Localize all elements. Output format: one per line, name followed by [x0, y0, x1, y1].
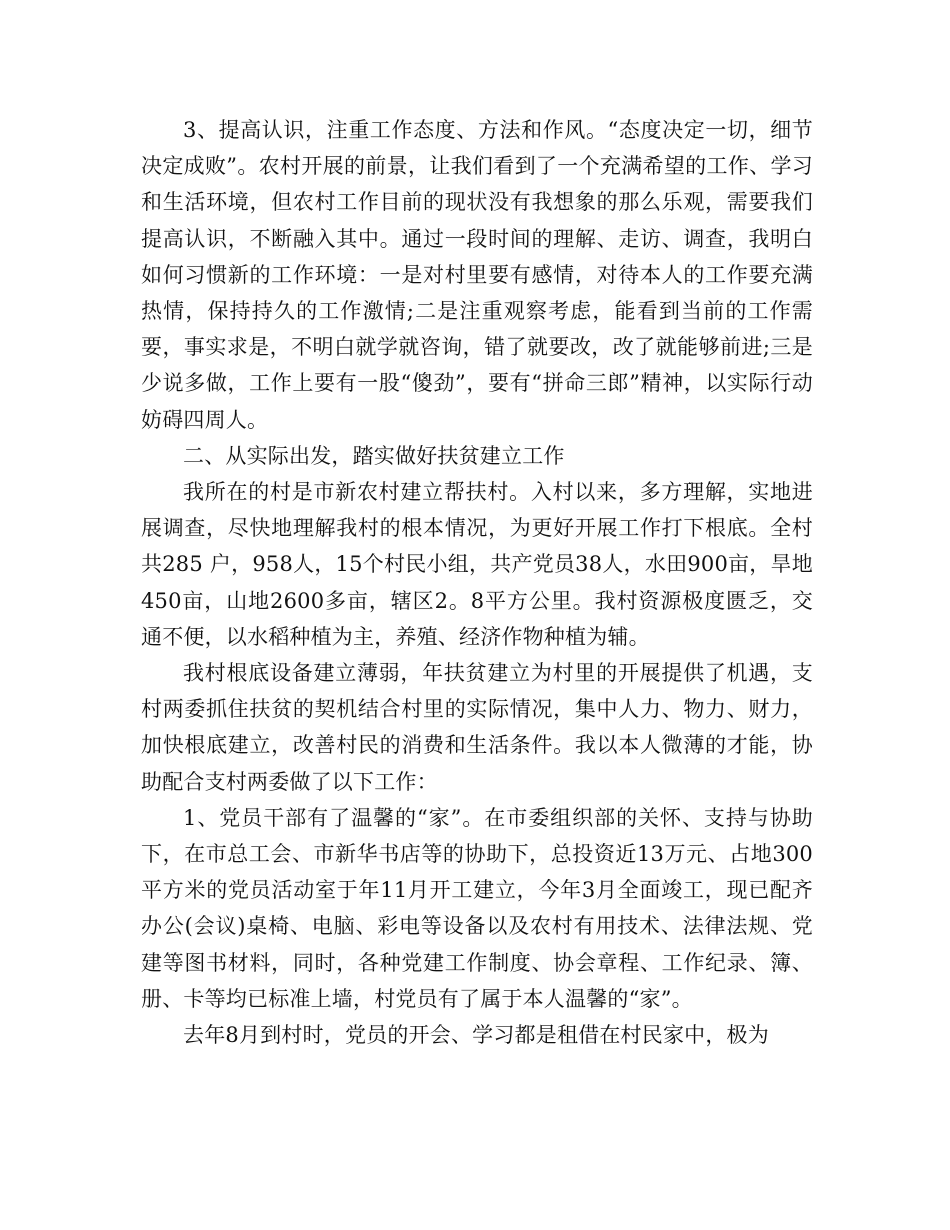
paragraph-infrastructure: 我村根底设备建立薄弱，年扶贫建立为村里的开展提供了机遇，支村两委抓住扶贫的契机结合村里的实际情况，集中人力、物力、财力，加快根底建立，改善村民的消费和生活条件。我以本人微薄的才能，协助配合支村两委做了以下工作：	[141, 661, 813, 794]
section-heading-poverty-alleviation: 二、从实际出发，踏实做好扶贫建立工作	[183, 443, 565, 468]
paragraph-party-home: 1、党员干部有了温馨的“家”。在市委组织部的关怀、支持与协助下，在市总工会、市新华书店等的协助下，总投资近13万元、占地300平方米的党员活动室于年11月开工建立，今年3月全面竣工，现已配齐办公(会议)桌椅、电脑、彩电等设备以及农村有用技术、法律法规、党建等图书材料，同时，各种党建工作制度、协会章程、工作纪录、簿、册、卡等均已标准上墙，村党员有了属于本人温馨的“家”。	[141, 805, 813, 1011]
paragraph-village-overview: 我所在的村是市新农村建立帮扶村。入村以来，多方理解，实地进展调查，尽快地理解我村的根本情况，为更好开展工作打下根底。全村共285 户，958人，15个村民小组，共产党员38人，水田900亩，旱地450亩，山地2600多亩，辖区2。8平方公里。我村资源极度匮乏，交通不便，以水稻种植为主，养殖、经济作物种植为辅。	[141, 480, 813, 649]
paragraph-last-year: 去年8月到村时，党员的开会、学习都是租借在村民家中，极为	[183, 1023, 769, 1048]
document-body	[141, 112, 813, 1053]
paragraph-work-attitude: 3、提高认识，注重工作态度、方法和作风。“态度决定一切，细节决定成败”。农村开展的前景，让我们看到了一个充满希望的工作、学习和生活环境，但农村工作目前的现状没有我想象的那么乐观，需要我们提高认识，不断融入其中。通过一段时间的理解、走访、调查，我明白如何习惯新的工作环境：一是对村里要有感情，对待本人的工作要充满热情，保持持久的工作激情;二是注重观察考虑，能看到当前的工作需要，事实求是，不明白就学就咨询，错了就要改，改了就能够前进;三是少说多做，工作上要有一股“傻劲”，要有“拼命三郎”精神，以实际行动妨碍四周人。	[141, 118, 813, 432]
